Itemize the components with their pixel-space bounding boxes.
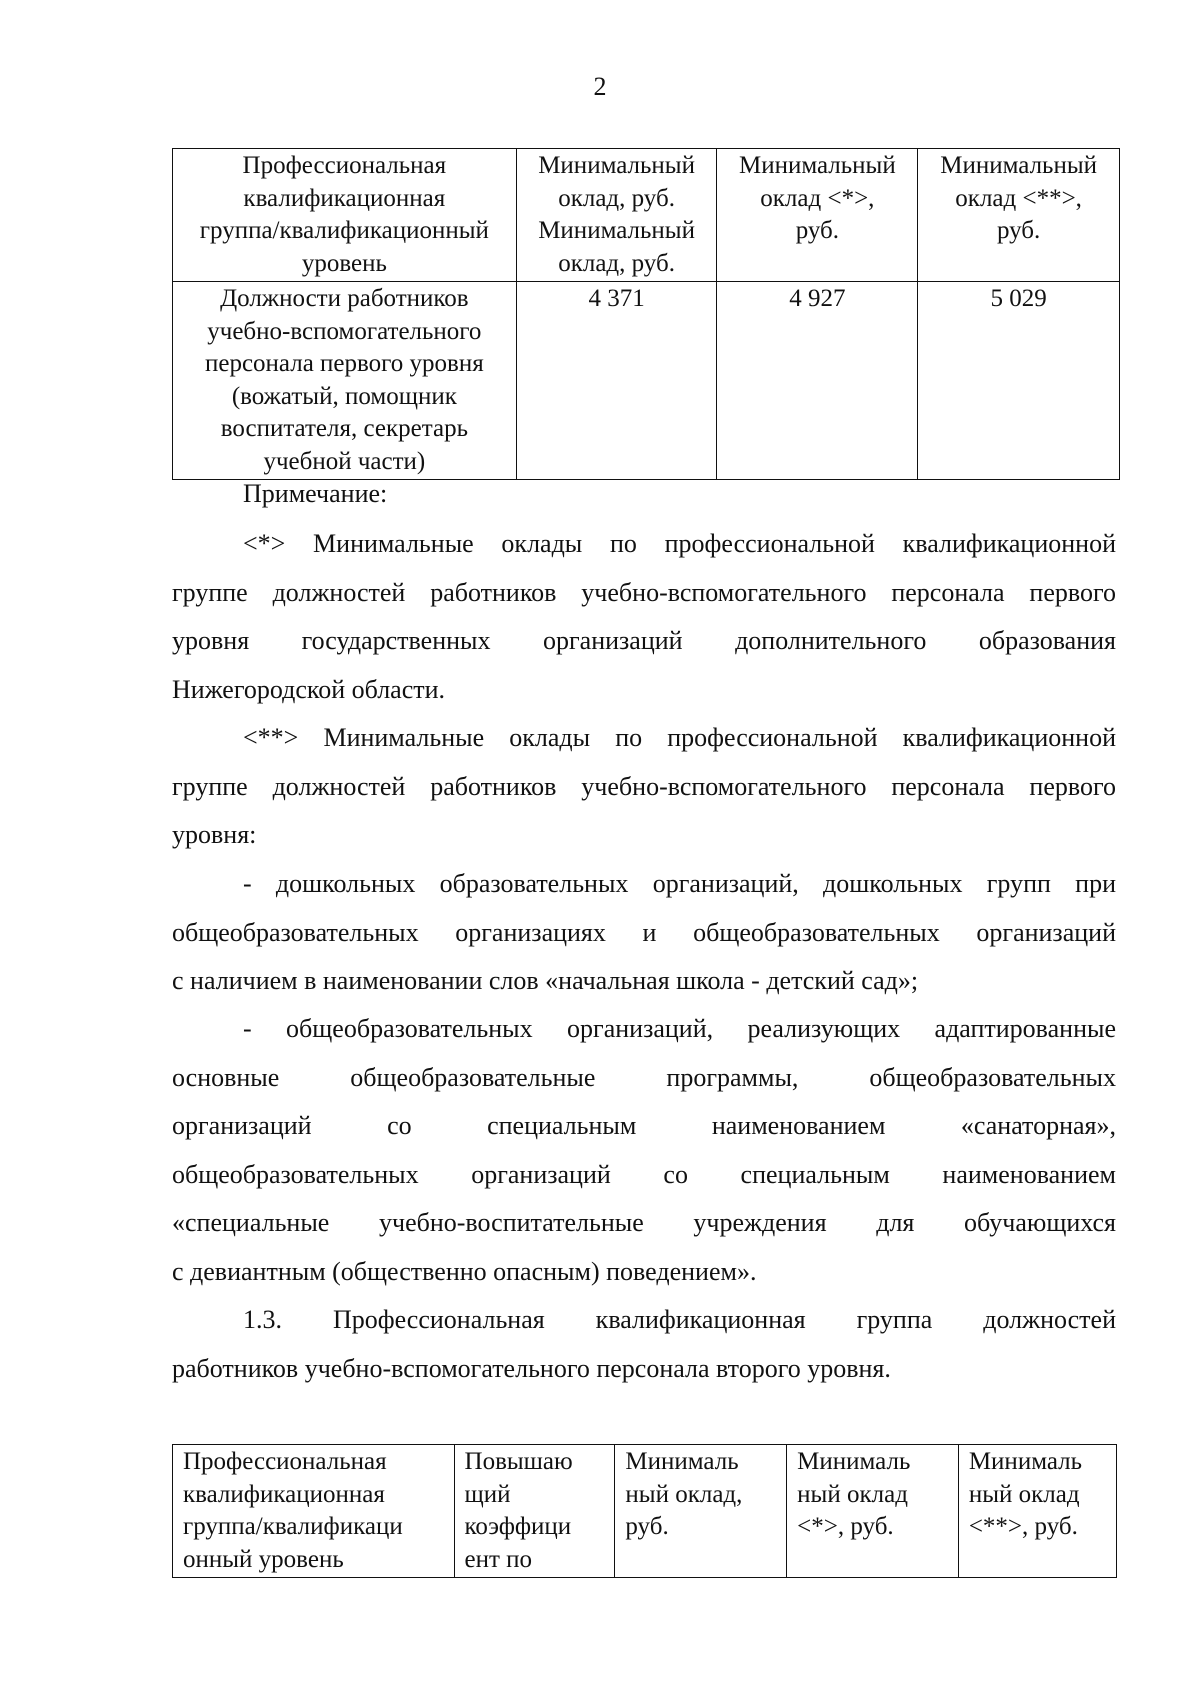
text-line: с девиантным (общественно опасным) поведением». (172, 1256, 757, 1286)
text-line: - общеобразовательных организаций, реализующих адаптированные (243, 1014, 1116, 1043)
cell-line: Минималь (625, 1448, 739, 1475)
cell-line: ный оклад (968, 1480, 1080, 1508)
header-cell-salary-star (787, 1445, 959, 1578)
cell-line: Минимальный (538, 152, 695, 179)
text-line: - дошкольных образовательных организаций, дошкольных групп при (243, 869, 1116, 898)
note-title: Примечание: (243, 479, 388, 508)
cell-line: персонала первого уровня (204, 350, 484, 377)
table-header-row (173, 149, 1120, 282)
text-line: 1.3. Профессиональная квалификационная группа должностей (243, 1305, 1116, 1334)
cell-line: оклад <*>, (760, 184, 875, 212)
salary-table-level-1 (172, 148, 1120, 480)
table-header-row (173, 1445, 1117, 1578)
header-cell-group (173, 149, 517, 282)
note-single-star (172, 520, 1116, 714)
header-cell-salary-double-star (918, 149, 1120, 282)
text-line: группе должностей работников учебно-вспомогательного персонала первого (172, 771, 1116, 801)
cell-line: группа/квалификаци (183, 1513, 403, 1540)
cell-line: Минималь (968, 1448, 1083, 1475)
cell-line: оклад <**>, (955, 184, 1082, 212)
cell-line: группа/квалификационный (199, 217, 489, 244)
text-line: «специальные учебно-воспитательные учреждения для обучающихся (172, 1208, 1116, 1237)
cell-line: уровень (301, 249, 387, 277)
cell-line: руб. (795, 217, 839, 244)
cell-line: Минимальный (538, 217, 695, 244)
text-line: уровня: (172, 820, 257, 849)
cell-line: Профессиональная (183, 1448, 387, 1475)
cell-line: учебной части) (263, 447, 426, 475)
salary-double-star-value: 5 029 (918, 282, 1120, 480)
text-line: <**> Минимальные оклады по профессиональной квалификационной (243, 723, 1116, 752)
cell-line: <*>, руб. (797, 1513, 894, 1540)
cell-line: Минимальный (738, 152, 896, 179)
header-cell-salary-double-star (958, 1445, 1116, 1578)
cell-line: ент по (464, 1545, 533, 1573)
cell-line: квалификационная (183, 1480, 385, 1508)
salary-value: 4 371 (516, 282, 717, 480)
position-cell (173, 282, 517, 480)
cell-line: Повышаю (464, 1448, 573, 1475)
page-number: 2 (593, 72, 607, 101)
cell-line: онный уровень (183, 1545, 344, 1573)
header-cell-coefficient (454, 1445, 615, 1578)
section-1-3 (172, 1296, 1116, 1393)
salary-star-value: 4 927 (717, 282, 918, 480)
header-cell-salary-star (717, 149, 918, 282)
salary-table-level-2 (172, 1444, 1117, 1578)
header-cell-salary (615, 1445, 787, 1578)
cell-line: квалификационная (243, 184, 446, 212)
text-line: группе должностей работников учебно-вспомогательного персонала первого (172, 577, 1116, 607)
note-double-star (172, 714, 1116, 860)
text-line: Нижегородской области. (172, 674, 446, 704)
cell-line: ный оклад (797, 1480, 908, 1508)
cell-line: воспитателя, секретарь (220, 415, 468, 442)
header-cell-salary (516, 149, 717, 282)
cell-line: (вожатый, помощник (231, 382, 457, 410)
text-line: организаций со специальным наименованием «санаторная», (172, 1111, 1116, 1140)
list-item-adapted (172, 1005, 1116, 1296)
text-line: общеобразовательных организациях и общеобразовательных организаций (172, 917, 1116, 947)
cell-line: коэффици (464, 1513, 572, 1540)
cell-line: ный оклад, (625, 1480, 743, 1508)
text-line: общеобразовательных организаций со специальным наименованием (172, 1159, 1116, 1189)
cell-line: руб. (625, 1513, 669, 1540)
cell-line: Должности работников (220, 285, 469, 312)
text-line: работников учебно-вспомогательного персонала второго уровня. (172, 1353, 891, 1383)
cell-line: Профессиональная (242, 152, 447, 179)
header-cell-group (173, 1445, 455, 1578)
cell-line: оклад, руб. (558, 249, 675, 277)
cell-line: учебно-вспомогательного (207, 317, 482, 345)
list-item-preschool (172, 860, 1116, 1006)
cell-line: Минималь (797, 1448, 911, 1475)
text-line: основные общеобразовательные программы, общеобразовательных (172, 1062, 1116, 1092)
cell-line: Минимальный (940, 152, 1097, 179)
text-line: <*> Минимальные оклады по профессиональной квалификационной (243, 529, 1116, 558)
cell-line: руб. (996, 217, 1041, 244)
cell-line: <**>, руб. (968, 1513, 1078, 1540)
text-line: уровня государственных организаций дополнительного образования (172, 626, 1116, 655)
table-row (173, 282, 1120, 480)
cell-line: оклад, руб. (558, 184, 675, 212)
text-line: с наличием в наименовании слов «начальная школа - детский сад»; (172, 966, 919, 995)
cell-line: щий (464, 1480, 511, 1508)
